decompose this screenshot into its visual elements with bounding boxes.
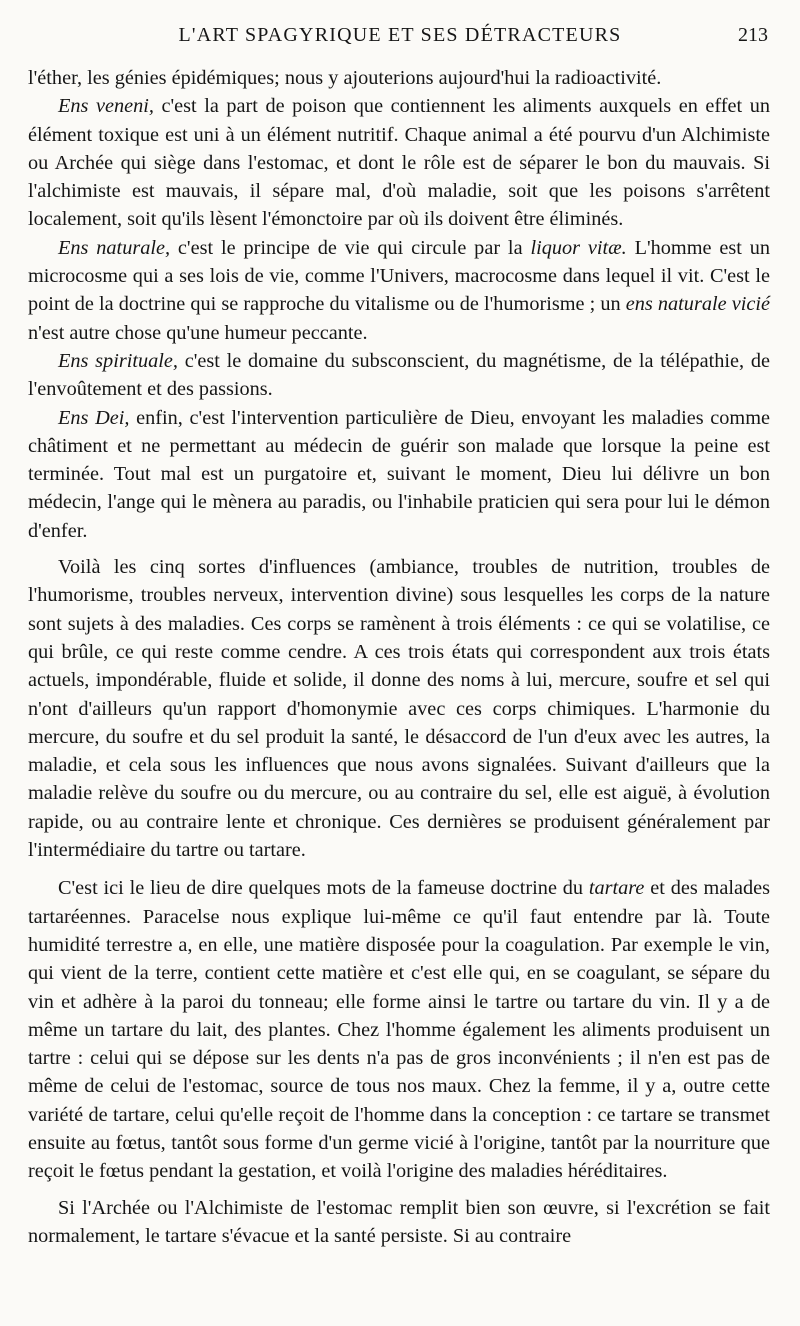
term-ens-naturale: Ens naturale, (58, 236, 171, 259)
paragraph-ens-veneni: Ens veneni, c'est la part de poison que contiennent les aliments auxquels en effet un élément toxique est uni à un élément nutritif. Chaque animal a été pourvu d'un Alchimiste ou Archée qui siège dans l'estomac, et dont le rôle est de séparer le bon du mauvais. Si l'alchimiste est mauvais, il sépare mal, d'où maladie, soit que les poisons s'arrêtent localement, soit qu'ils lèsent l'émonctoire par où ils doivent être éliminés. (28, 95, 771, 231)
term-ens-dei: Ens Dei, (58, 406, 130, 429)
paragraph-tartare: C'est ici le lieu de dire quelques mots de la fameuse doctrine du tartare et des malades tartaréennes. Paracelse nous explique lui-même ce qu'il faut entendre par là. Toute humidité terrestre a, en elle, une matière disposée pour la coagulation. Par exemple le vin, qui vient de la terre, contient cette matière et c'est elle qui, en se coagulant, se sépare du vin et adhère à la paroi du tonneau; elle forme ainsi le tartre ou tartare du vin. Il y a de même un tartare du lait, des plantes. Chez l'homme également les aliments produisent un tartre : celui qui se dépose sur les dents n'a pas de gros inconvénients ; il n'en est pas de même de celui de l'estomac, source de tous nos maux. Chez la femme, il y a, outre cette variété de tartare, celui qu'elle reçoit de l'homme dans la conception : ce tartare se transmet ensuite au fœtus, tantôt sous forme d'un germe vicié à l'origine, tantôt par la nourriture que reçoit le fœtus pendant la gestation, et voilà l'origine des maladies héréditaires. (28, 877, 770, 1183)
paragraph-influences: Voilà les cinq sortes d'influences (ambiance, troubles de nutrition, troubles de l'humorisme, troubles nerveux, intervention divine) sous lesquelles les corps de la nature sont sujets à des maladies. Ces corps se ramènent à trois éléments : ce qui se volatilise, ce qui brûle, ce qui reste comme cendre. A ces trois états qui correspondent aux trois états actuels, impondérable, fluide et solide, il donne des noms à lui, mercure, soufre et sel qui n'ont d'ailleurs qu'un rapport d'homonymie avec ces corps chimiques. L'harmonie du mercure, du soufre et du sel produit la santé, le désaccord de l'un d'eux avec les autres, la maladie, et cela sous les influences que nous avons signalées. Suivant d'ailleurs que la maladie relève du soufre ou du mercure, ou au contraire du sel, elle est aiguë, à évolution rapide, ou au contraire lente et chronique. Ces dernières se produisent généralement par l'intermédiaire du tartre ou tartare. (28, 556, 770, 862)
paragraph-ens-spirituale: Ens spirituale, c'est le domaine du subsconscient, du magnétisme, de la télépathie, de l'envoûtement et des passions. (28, 349, 770, 401)
page-number: 213 (738, 24, 768, 46)
body-text (28, 64, 770, 1250)
running-head (0, 24, 800, 54)
paragraph-ens-dei: Ens Dei, enfin, c'est l'intervention particulière de Dieu, envoyant les maladies comme châtiment et ne permettant au médecin de guérir son malade que lorsque la peine est terminée. Tout mal est un purgatoire et, suivant le moment, Dieu lui délivre un bon médecin, l'ange qui le mènera au paradis, ou l'inhabile praticien qui sera pour lui le démon d'enfer. (28, 406, 770, 542)
term-ens-naturale-vicie: ens naturale vicié (625, 293, 770, 316)
term-liquor-vitae: liquor vitæ. (530, 236, 627, 259)
term-ens-spirituale: Ens spirituale, (58, 349, 178, 372)
paragraph-1: l'éther, les génies épidémiques; nous y ajouterions aujourd'hui la radioactivité. (28, 67, 662, 89)
term-ens-veneni: Ens veneni, (58, 95, 154, 118)
paragraph-archee: Si l'Archée ou l'Alchimiste de l'estomac remplit bien son œuvre, si l'excrétion se fait normalement, le tartare s'évacue et la santé persiste. Si au contraire (28, 1196, 770, 1247)
term-tartare: tartare (588, 877, 645, 900)
running-title: L'ART SPAGYRIQUE ET SES DÉTRACTEURS (178, 24, 622, 46)
paragraph-ens-naturale: Ens naturale, c'est le principe de vie qui circule par la liquor vitæ. L'homme est un microcosme qui a ses lois de vie, comme l'Univers, macrocosme dans lequel il vit. C'est le point de la doctrine qui se rapproche du vitalisme ou de l'humorisme ; un ens naturale vicié n'est autre chose qu'une humeur peccante. (28, 236, 770, 344)
